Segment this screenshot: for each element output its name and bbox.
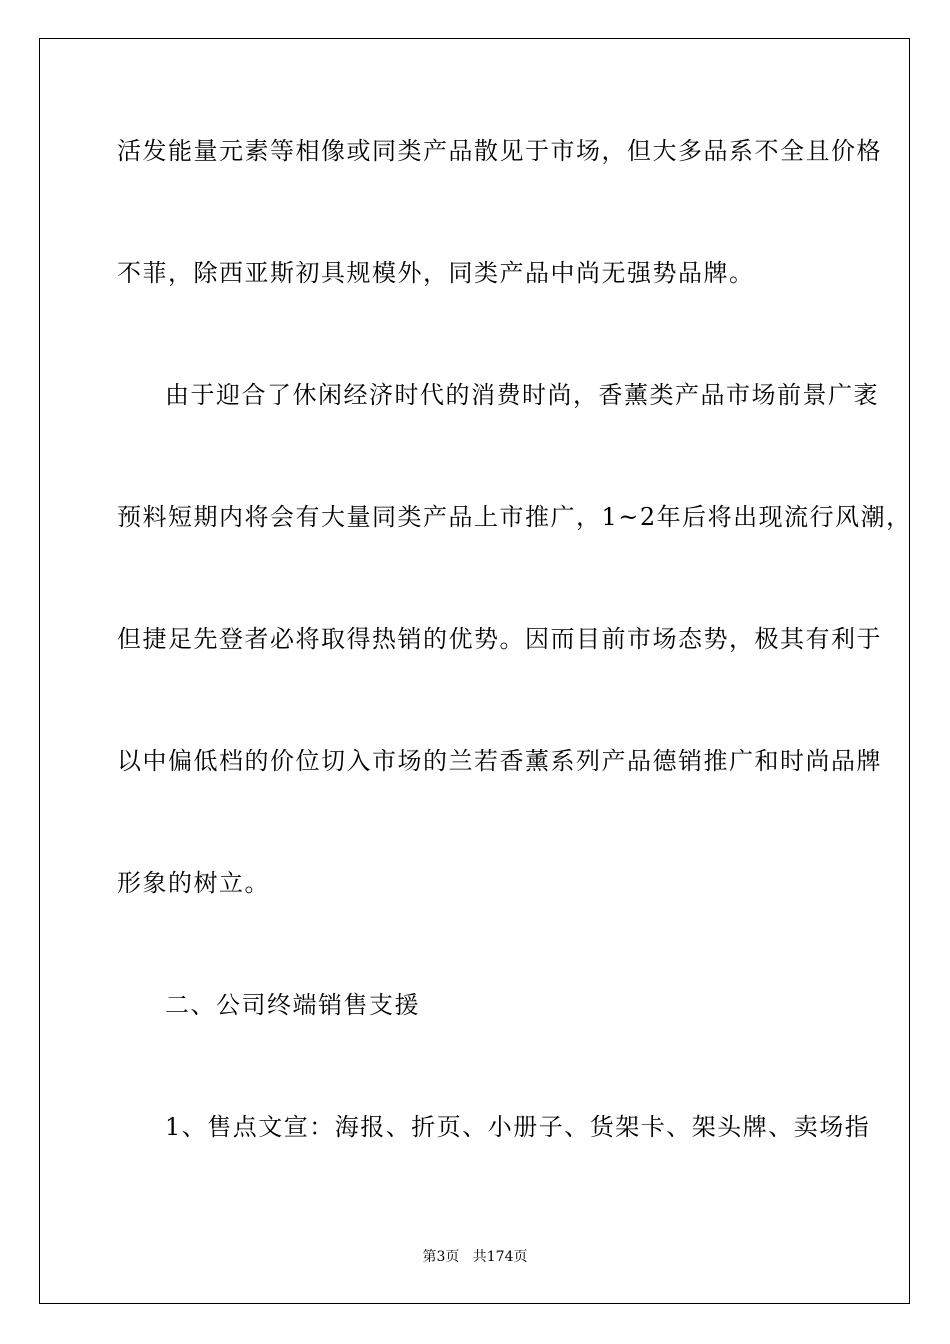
paragraph-line: 不菲，除西亚斯初具规模外，同类产品中尚无强势品牌。 — [117, 259, 755, 287]
page-total: 共174页 — [472, 1249, 528, 1265]
paragraph-line: 形象的树立。 — [117, 869, 270, 897]
paragraph-line: 以中偏低档的价位切入市场的兰若香薰系列产品德销推广和时尚品牌 — [117, 747, 882, 775]
paragraph-line: 预料短期内将会有大量同类产品上市推广，1~2年后将出现流行风潮， — [117, 503, 912, 531]
paragraph-line: 活发能量元素等相像或同类产品散见于市场，但大多品系不全且价格 — [117, 137, 882, 165]
paragraph-line: 但捷足先登者必将取得热销的优势。因而目前市场态势，极其有利于 — [117, 625, 882, 653]
page-number: 第3页 — [422, 1249, 460, 1265]
page-footer — [0, 1248, 950, 1266]
section-heading: 二、公司终端销售支援 — [165, 991, 420, 1019]
list-item: 1、售点文宣：海报、折页、小册子、货架卡、架头牌、卖场指 — [165, 1113, 871, 1141]
paragraph-line: 由于迎合了休闲经济时代的消费时尚，香薰类产品市场前景广袤 — [165, 381, 879, 409]
